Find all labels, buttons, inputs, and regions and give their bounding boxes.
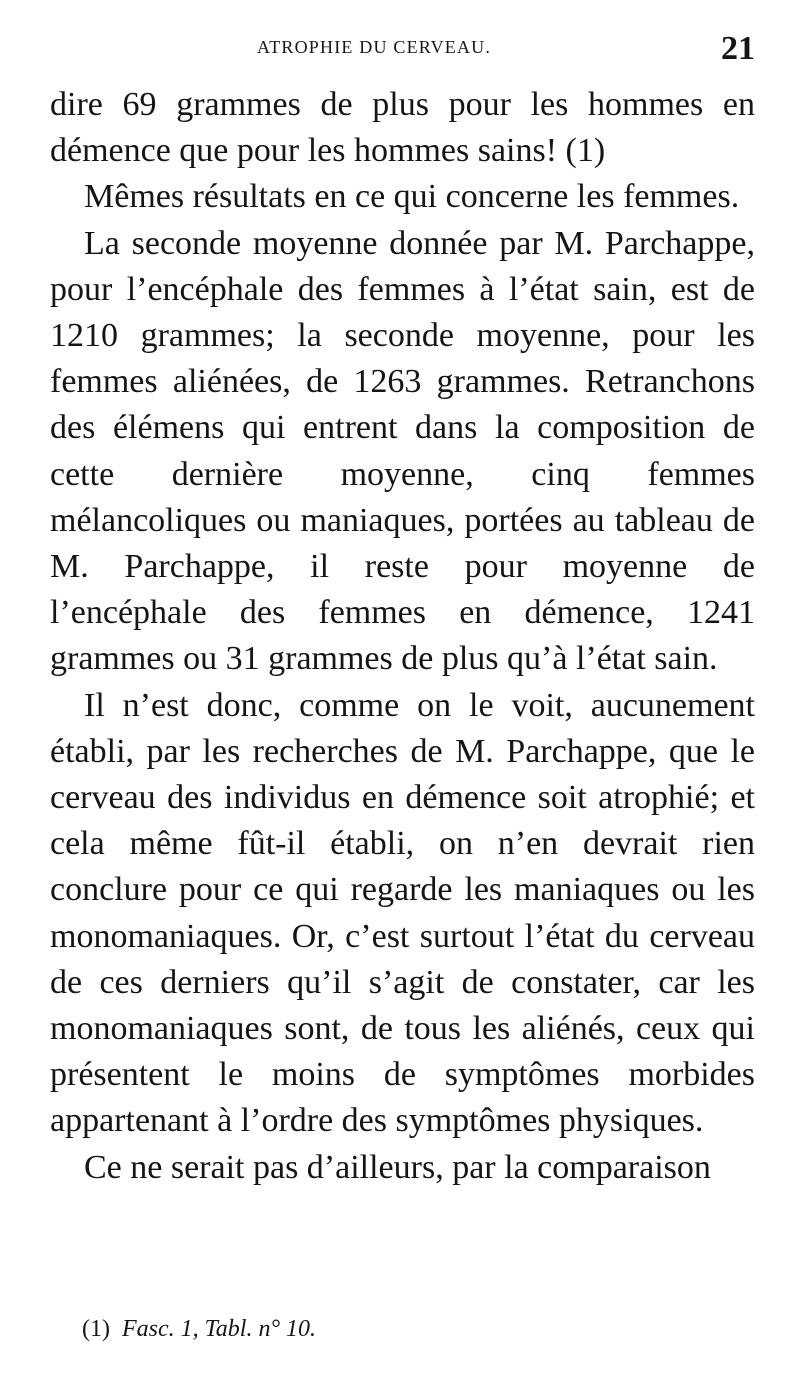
footnote-mark: (1) bbox=[82, 1316, 110, 1342]
page-number: 21 bbox=[721, 30, 755, 67]
paragraph-text: La seconde moyenne donnée par M. Parchappe, pour l’encéphale des femmes à l’état sain, est de 1210 grammes; la seconde moyenne, pour les femmes aliénées, de 1263 grammes. Retranchons des élémens qui entrent dans la composition de cette dernière moyenne, cinq femmes mélancoliques ou maniaques, portées au tableau de M. Parchappe, il reste pour moyenne de l’encéphale des femmes en démence, 1241 grammes ou 31 grammes de plus qu’à l’état sain. bbox=[50, 224, 755, 678]
paragraph bbox=[50, 221, 755, 683]
footnote-text: Fasc. 1, Tabl. n° 10. bbox=[121, 1316, 317, 1342]
paragraph-text: dire 69 grammes de plus pour les hommes en démence que pour les hommes sains! (1) bbox=[50, 86, 755, 170]
running-header bbox=[50, 30, 755, 76]
paragraph-text: Ce ne serait pas d’ailleurs, par la comparaison bbox=[84, 1148, 711, 1186]
paragraph-text: Mêmes résultats en ce qui concerne les femmes. bbox=[84, 178, 740, 216]
footnote bbox=[82, 1314, 316, 1344]
chapter-title: ATROPHIE DU CERVEAU. bbox=[257, 37, 492, 57]
paragraph bbox=[50, 1145, 755, 1191]
paragraph bbox=[50, 174, 755, 220]
page-body bbox=[50, 82, 755, 1191]
paragraph-continuation bbox=[50, 82, 755, 174]
paragraph-text: Il n’est donc, comme on le voit, aucunement établi, par les recherches de M. Parchappe, que le cerveau des individus en démence soit atrophié; et cela même fût-il établi, on n’en devrait rien conclure pour ce qui regarde les maniaques ou les monomaniaques. Or, c’est surtout l’état du cerveau de ces derniers qu’il s’agit de constater, car les monomaniaques sont, de tous les aliénés, ceux qui présentent le moins de symptômes morbides appartenant à l’ordre des symptômes physiques. bbox=[50, 686, 755, 1140]
paragraph bbox=[50, 683, 755, 1145]
